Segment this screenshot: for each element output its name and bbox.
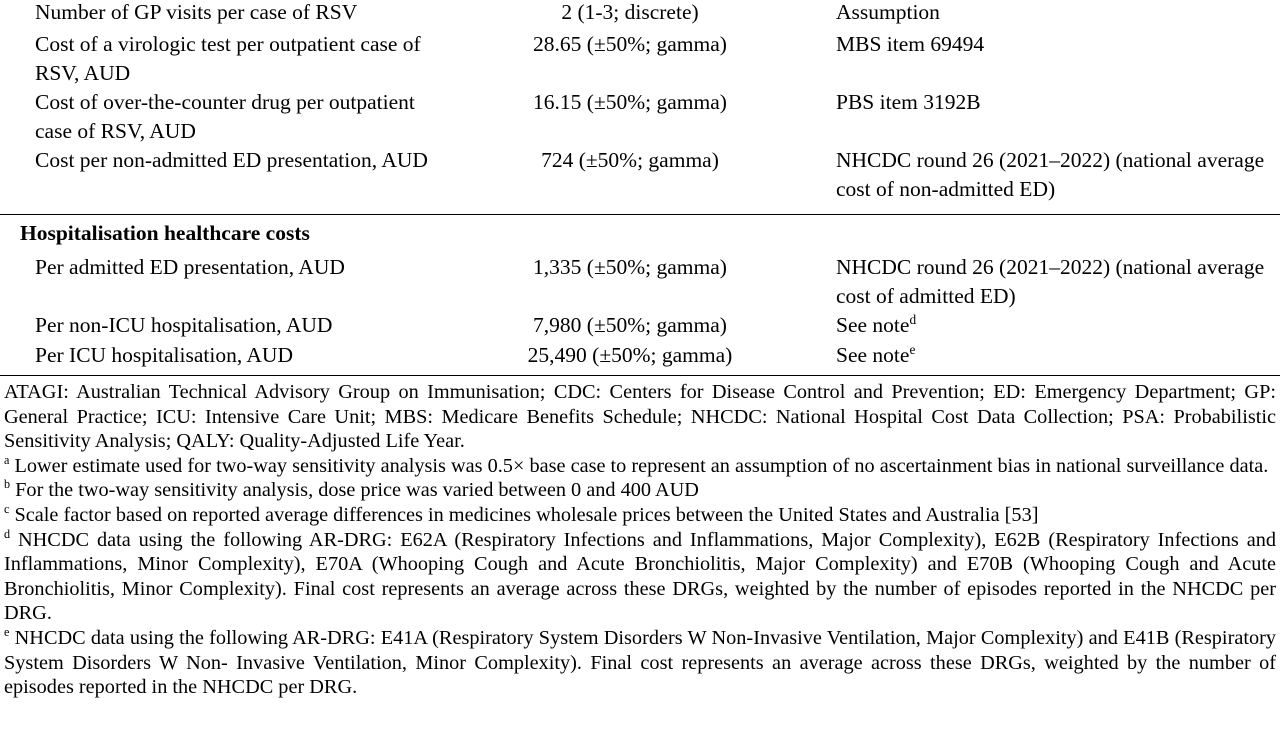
footnote-a xyxy=(4,454,1276,479)
section-heading: Hospitalisation healthcare costs xyxy=(20,221,310,245)
value-cell: 724 (±50%; gamma) xyxy=(541,148,719,172)
source-cell: NHCDC round 26 (2021–2022) (national average cost of non-admitted ED) xyxy=(836,148,1265,201)
table-bottom-rule xyxy=(0,375,1280,376)
footnote-text: NHCDC data using the following AR-DRG: E62A (Respiratory Infections and Inflammations, Major Complexity), E62B (Respiratory Infections and Inflammations, Minor Complexity), E70A (Whooping Cough and Acute Bronchiolitis, Major Complexity) and E70B (Whooping Cough and Acute Bronchiolitis, Minor Complexity). Final cost represents an average across these DRGs, weighted by the number of episodes reported in the NHCDC per DRG. xyxy=(4,528,1276,625)
footnote-marker: d xyxy=(909,311,917,327)
parameter-cell: Per admitted ED presentation, AUD xyxy=(35,255,345,279)
footnote-b xyxy=(4,478,1276,503)
footnote-marker: c xyxy=(4,502,10,517)
parameter-cell: Per ICU hospitalisation, AUD xyxy=(35,343,293,367)
value-cell: 7,980 (±50%; gamma) xyxy=(533,313,727,337)
section-divider xyxy=(0,214,1280,215)
value-cell: 16.15 (±50%; gamma) xyxy=(533,90,727,114)
parameter-cell: Per non-ICU hospitalisation, AUD xyxy=(35,313,333,337)
source-cell: MBS item 69494 xyxy=(836,32,985,56)
table-footnotes xyxy=(4,380,1276,700)
footnote-d xyxy=(4,528,1276,626)
footnote-c xyxy=(4,503,1276,528)
value-cell: 28.65 (±50%; gamma) xyxy=(533,32,727,56)
parameter-cell: Number of GP visits per case of RSV xyxy=(35,0,358,24)
footnote-text: For the two-way sensitivity analysis, dose price was varied between 0 and 400 AUD xyxy=(10,479,699,502)
footnote-text: NHCDC data using the following AR-DRG: E41A (Respiratory System Disorders W Non-Invasive Ventilation, Major Complexity) and E41B (Respiratory System Disorders W Non- Invasive Ventilation, Minor Complexity). Final cost represents an average across these DRGs, weighted by the number of episodes reported in the NHCDC per DRG. xyxy=(4,626,1276,699)
source-text: See note xyxy=(836,343,910,367)
source-cell xyxy=(836,341,1276,370)
source-cell: PBS item 3192B xyxy=(836,90,981,114)
footnote-text: Scale factor based on reported average differences in medicines wholesale prices between the United States and Australia [53] xyxy=(9,503,1039,526)
source-cell: NHCDC round 26 (2021–2022) (national average cost of admitted ED) xyxy=(836,255,1265,308)
footnote-marker: e xyxy=(4,625,10,640)
source-text: See note xyxy=(836,313,910,337)
footnote-e xyxy=(4,626,1276,700)
footnote-marker: b xyxy=(4,477,11,492)
footnote-marker: a xyxy=(4,453,10,468)
abbreviations-note: ATAGI: Australian Technical Advisory Group on Immunisation; CDC: Centers for Disease Control and Prevention; ED: Emergency Department; GP: General Practice; ICU: Intensive Care Unit; MBS: Medicare Benefits Schedule; NHCDC: National Hospital Cost Data Collection; PSA: Probabilistic Sensitivity Analysis; QALY: Quality-Adjusted Life Year. xyxy=(4,381,1276,453)
value-cell: 25,490 (±50%; gamma) xyxy=(527,343,733,367)
footnote-text: Lower estimate used for two-way sensitivity analysis was 0.5× base case to represent an assumption of no ascertainment bias in national surveillance data. xyxy=(9,454,1269,477)
parameter-cell: Cost of a virologic test per outpatient case of RSV, AUD xyxy=(35,32,421,85)
parameter-cell: Cost per non-admitted ED presentation, AUD xyxy=(35,148,428,172)
footnote-marker: d xyxy=(4,526,11,541)
footnote-marker: e xyxy=(909,341,916,357)
value-cell: 1,335 (±50%; gamma) xyxy=(533,255,727,279)
value-cell: 2 (1-3; discrete) xyxy=(561,0,699,24)
source-cell xyxy=(836,311,1276,340)
source-cell: Assumption xyxy=(836,0,940,24)
parameter-cell: Cost of over-the-counter drug per outpatient case of RSV, AUD xyxy=(35,90,415,143)
